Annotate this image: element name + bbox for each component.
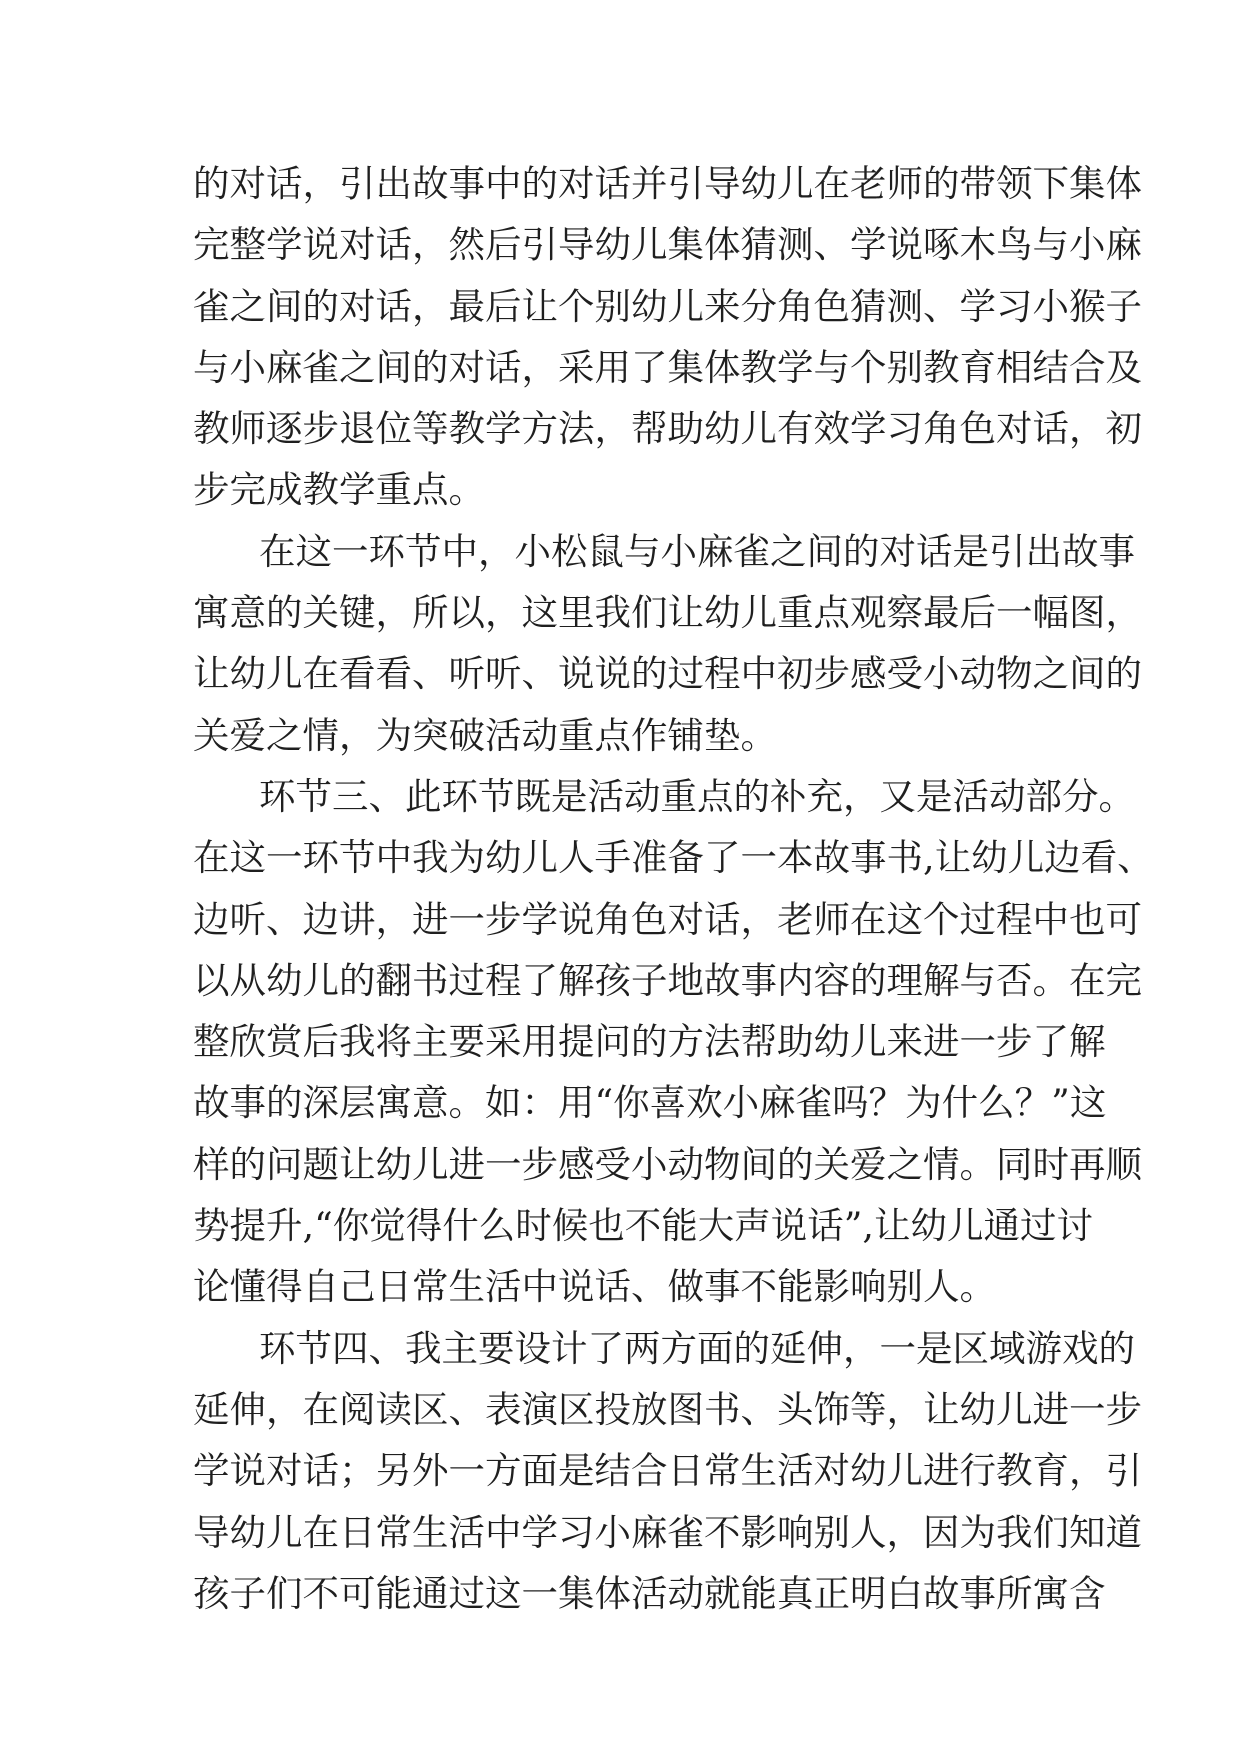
paragraph [193,153,1142,521]
body-text [193,153,1154,1624]
text-line: 在这一环节中我为幼儿人手准备了一本故事书,让幼儿边看、 [193,836,1154,880]
text-line: 的对话，引出故事中的对话并引导幼儿在老师的带领下集体 [193,162,1142,205]
text-line: 导幼儿在日常生活中学习小麻雀不影响别人，因为我们知道 [193,1510,1142,1554]
text-line: 以从幼儿的翻书过程了解孩子地故事内容的理解与否。在完 [193,958,1142,1002]
text-line: 学说对话；另外一方面是结合日常生活对幼儿进行教育，引 [193,1449,1142,1493]
text-line: 孩子们不可能通过这一集体活动就能真正明白故事所寓含 [193,1571,1106,1615]
text-line: 在这一环节中，小松鼠与小麻雀之间的对话是引出故事 [259,529,1135,573]
text-line: 样的问题让幼儿进一步感受小动物间的关爱之情。同时再顺 [193,1142,1142,1186]
text-line: 完整学说对话，然后引导幼儿集体猜测、学说啄木鸟与小麻 [193,223,1142,267]
text-line: 与小麻雀之间的对话，采用了集体教学与个别教育相结合及 [193,345,1142,389]
paragraph [193,521,1142,766]
paragraph [193,766,1154,1318]
text-line: 环节三、此环节既是活动重点的补充，又是活动部分。 [259,774,1135,818]
text-line: 关爱之情，为突破活动重点作铺垫。 [193,713,777,757]
text-line: 环节四、我主要设计了两方面的延伸，一是区域游戏的 [259,1326,1135,1370]
text-line: 边听、边讲，进一步学说角色对话，老师在这个过程中也可 [193,897,1142,941]
text-line: 雀之间的对话，最后让个别幼儿来分角色猜测、学习小猴子 [193,284,1142,328]
text-line: 步完成教学重点。 [193,468,485,512]
text-line: 故事的深层寓意。如：用“你喜欢小麻雀吗？为什么？”这 [193,1081,1107,1125]
paragraph [193,1318,1142,1624]
text-line: 势提升,“你觉得什么时候也不能大声说话”,让幼儿通过讨 [193,1204,1094,1248]
text-line: 论懂得自己日常生活中说话、做事不能影响别人。 [193,1265,996,1309]
text-line: 寓意的关键，所以，这里我们让幼儿重点观察最后一幅图， [193,591,1142,635]
text-line: 让幼儿在看看、听听、说说的过程中初步感受小动物之间的 [193,652,1142,696]
text-line: 延伸，在阅读区、表演区投放图书、头饰等，让幼儿进一步 [193,1387,1142,1431]
text-line: 教师逐步退位等教学方法，帮助幼儿有效学习角色对话，初 [193,407,1142,451]
text-line: 整欣赏后我将主要采用提问的方法帮助幼儿来进一步了解 [193,1020,1106,1064]
